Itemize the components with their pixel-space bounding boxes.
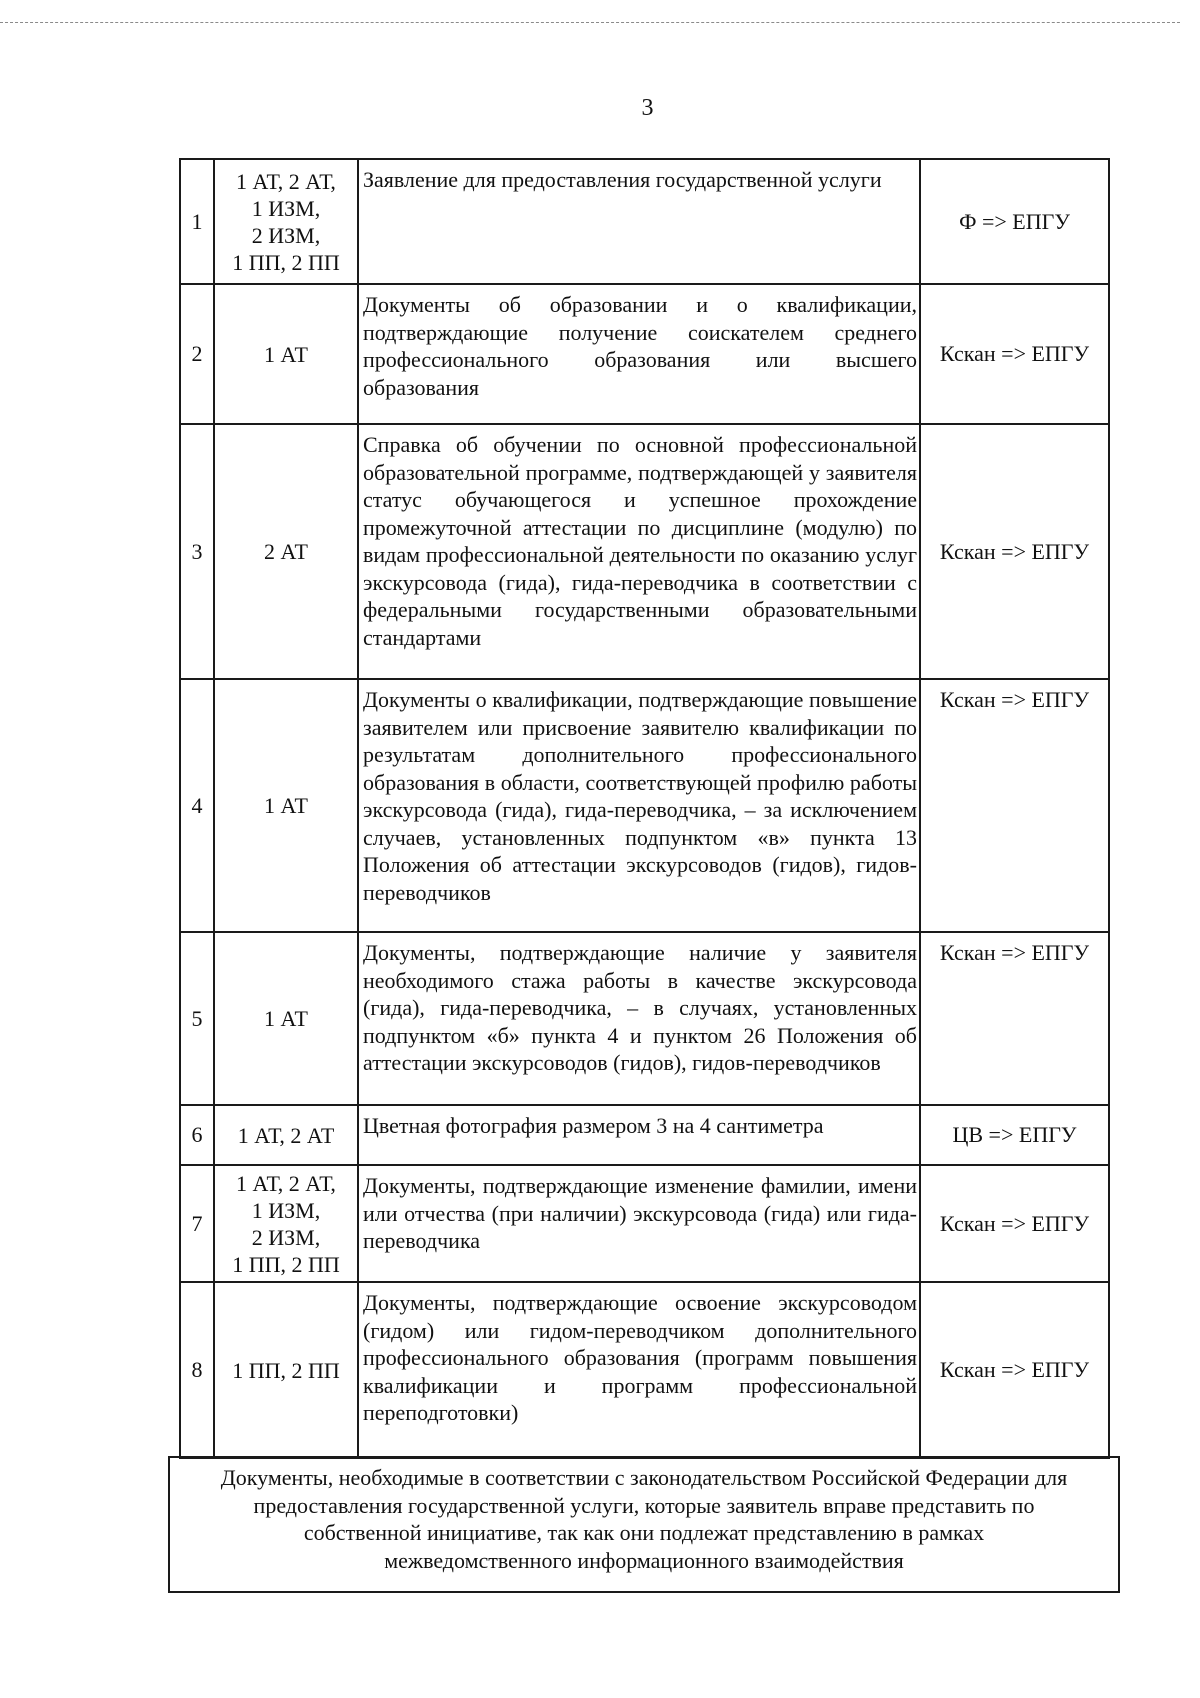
code-line: 1 ИЗМ, (251, 1197, 321, 1223)
table-row (180, 284, 1109, 424)
document-description: Цветная фотография размером 3 на 4 сантиметра (358, 1105, 920, 1165)
table-row (180, 1105, 1109, 1165)
code-line: 1 ИЗМ, (251, 195, 321, 221)
table-row (180, 159, 1109, 284)
page-number: 3 (641, 95, 654, 121)
table-row (180, 424, 1109, 679)
code-cell (214, 932, 358, 1105)
submission-method: ЦВ => ЕПГУ (920, 1105, 1109, 1165)
top-dashed-rule (0, 22, 1180, 23)
table-row (180, 1165, 1109, 1282)
code-cell (214, 679, 358, 932)
document-description: Документы, подтверждающие изменение фамилии, имени или отчества (при наличии) экскурсовода (гида) или гида-переводчика (358, 1165, 920, 1282)
code-line: 1 ПП, 2 ПП (232, 249, 340, 275)
submission-method: Ф => ЕПГУ (920, 159, 1109, 284)
code-line: 2 ИЗМ, (251, 222, 321, 248)
row-number: 2 (180, 284, 214, 424)
code-line: 1 АТ, 2 АТ, (236, 168, 336, 194)
document-description: Справка об обучении по основной профессиональной образовательной программе, подтверждающей у заявителя статус обучающегося и успешное прохождение промежуточной аттестации по дисциплине (модулю) по видам профессиональной деятельности по оказанию услуг экскурсовода (гида), гида-переводчика в соответствии с федеральными государственными образовательными стандартами (358, 424, 920, 679)
note-line: собственной инициативе, так как они подлежат представлению в рамках (303, 1520, 985, 1545)
table-row (180, 932, 1109, 1105)
row-number: 1 (180, 159, 214, 284)
row-number: 4 (180, 679, 214, 932)
code-line: 1 АТ (264, 793, 308, 818)
submission-method: Кскан => ЕПГУ (920, 932, 1109, 1105)
document-description: Документы об образовании и о квалификации, подтверждающие получение соискателем среднего профессионального образования или высшего образования (358, 284, 920, 424)
documents-table (179, 158, 1110, 1459)
code-cell (214, 159, 358, 284)
code-line: 1 АТ (264, 1006, 308, 1031)
code-cell (214, 1165, 358, 1282)
document-description: Документы о квалификации, подтверждающие повышение заявителем или присвоение заявителю квалификации по результатам дополнительного профессионального образования в области, соответствующей профилю работы экскурсовода (гида), гида-переводчика, – за исключением случаев, установленных подпунктом «в» пункта 13 Положения об аттестации экскурсоводов (гидов), гидов-переводчиков (358, 679, 920, 932)
row-number: 8 (180, 1282, 214, 1458)
code-line: 1 АТ, 2 АТ (237, 1122, 335, 1148)
note-line: межведомственного информационного взаимодействия (384, 1547, 904, 1573)
note-line: предоставления государственной услуги, которые заявитель вправе представить по (253, 1492, 1035, 1518)
code-line: 2 АТ (264, 539, 308, 564)
code-cell (214, 1105, 358, 1165)
note-line: Документы, необходимые в соответствии с законодательством Российской Федерации для (220, 1465, 1068, 1490)
document-description: Документы, подтверждающие наличие у заявителя необходимого стажа работы в качестве экскурсовода (гида), гида-переводчика, – в случаях, установленных подпунктом «б» пункта 4 и пунктом 26 Положения об аттестации экскурсоводов (гидов), гидов-переводчиков (358, 932, 920, 1105)
code-line: 1 ПП, 2 ПП (232, 1251, 340, 1277)
interagency-documents-note (168, 1456, 1120, 1593)
table-row (180, 679, 1109, 932)
row-number: 5 (180, 932, 214, 1105)
row-number: 6 (180, 1105, 214, 1165)
row-number: 7 (180, 1165, 214, 1282)
code-cell (214, 1282, 358, 1458)
code-line: 1 АТ (264, 341, 308, 367)
code-line: 1 АТ, 2 АТ, (236, 1170, 336, 1196)
document-description: Заявление для предоставления государственной услуги (358, 159, 920, 284)
code-cell (214, 424, 358, 679)
table-row (180, 1282, 1109, 1458)
document-description: Документы, подтверждающие освоение экскурсоводом (гидом) или гидом-переводчиком дополнительного профессионального образования (программ повышения квалификации и программ профессиональной переподготовки) (358, 1282, 920, 1458)
code-line: 1 ПП, 2 ПП (232, 1357, 340, 1383)
submission-method: Кскан => ЕПГУ (920, 424, 1109, 679)
submission-method: Кскан => ЕПГУ (920, 679, 1109, 932)
submission-method: Кскан => ЕПГУ (920, 1165, 1109, 1282)
row-number: 3 (180, 424, 214, 679)
submission-method: Кскан => ЕПГУ (920, 284, 1109, 424)
code-cell (214, 284, 358, 424)
submission-method: Кскан => ЕПГУ (920, 1282, 1109, 1458)
code-line: 2 ИЗМ, (251, 1224, 321, 1250)
